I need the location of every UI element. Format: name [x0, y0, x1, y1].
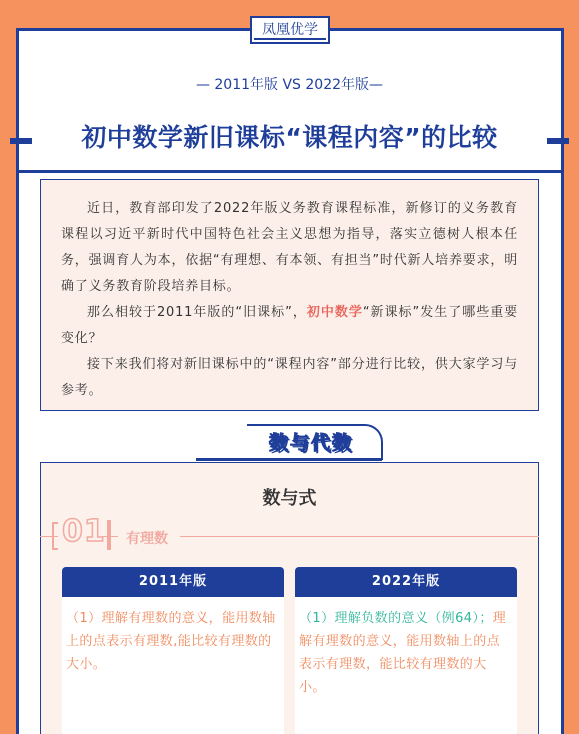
number-bar: [107, 520, 111, 550]
left-dash-decoration: [10, 138, 32, 144]
topic-line: [40, 536, 539, 537]
column-text-2022: [295, 597, 517, 734]
header-divider: [16, 170, 564, 173]
intro-paragraph-2: [61, 300, 518, 352]
column-text-2011: （1）理解有理数的意义，能用数轴上的点表示有理数,能比较有理数的大小。: [62, 597, 284, 734]
intro-p2-after: “新课标”发生了哪些重要变化？: [61, 305, 518, 346]
section-tab-title: 数与代数: [268, 432, 353, 454]
intro-paragraph-1: 近日，教育部印发了2022年版义务教育课程标准，新修订的义务教育课程以习近平新时代中国特色社会主义思想为指导，落实立德树人根本任务，强调育人为本，依据“有理想、有本领、有担当”时代新人培养要求，明确了义务教育阶段培养目标。: [61, 201, 518, 294]
page-title: 初中数学新旧课标“课程内容”的比较: [81, 123, 498, 152]
column-header-2011: 2011年版: [62, 567, 284, 597]
topic-label: 有理数: [126, 531, 168, 547]
intro-paragraph-3: 接下来我们将对新旧课标中的“课程内容”部分进行比较，供大家学习与参考。: [61, 357, 518, 398]
section-heading: 数与式: [262, 488, 317, 509]
intro-p2-before: 那么相较于2011年版的“旧课标”，: [87, 305, 307, 320]
brand-tag: 凤凰优学: [250, 16, 330, 44]
column-text-2022-rest: 理解有理数的意义，能用数轴上的点表示有理数，能比较有理数的大小。: [299, 611, 507, 695]
section-tab-underline: [196, 458, 382, 461]
topic-number: 01: [62, 514, 106, 549]
intro-highlight: 初中数学: [306, 305, 363, 320]
column-header-2022: 2022年版: [295, 567, 517, 597]
version-subtitle: — 2011年版 VS 2022年版—: [195, 77, 384, 93]
right-dash-decoration: [547, 138, 569, 144]
new-content-text: （1）理解负数的意义（例64）；: [299, 611, 493, 626]
intro-box: [40, 179, 539, 411]
